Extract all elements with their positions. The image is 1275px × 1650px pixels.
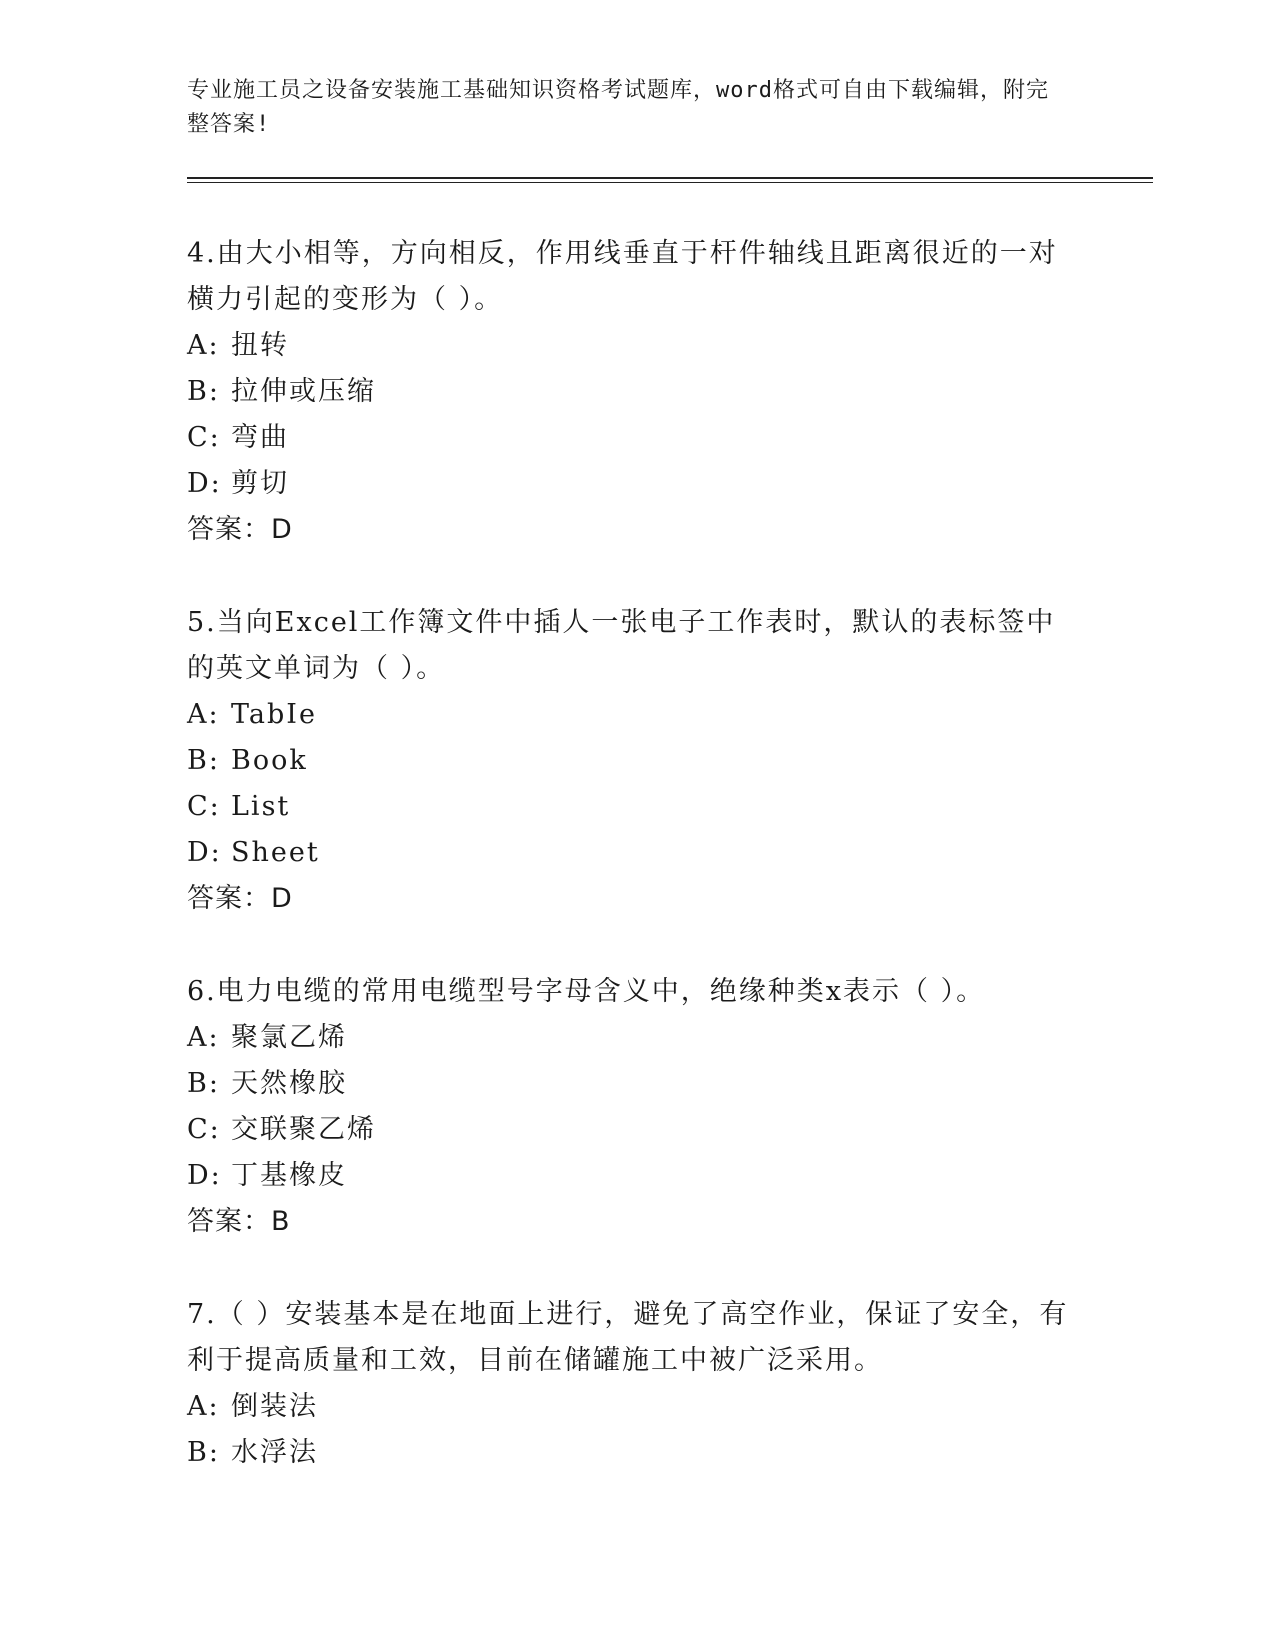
question-stem: 4.由大小相等，方向相反，作用线垂直于杆件轴线且距离很近的一对横力引起的变形为（ ）。 xyxy=(187,238,1058,315)
option-a xyxy=(187,1384,1077,1430)
option-a xyxy=(187,323,1077,369)
answer-line: 答案：D xyxy=(187,514,293,545)
option-text: 扭转 xyxy=(231,330,289,361)
option-text: 拉伸或压缩 xyxy=(231,376,376,407)
question-stem: 6.电力电缆的常用电缆型号字母含义中，绝缘种类x表示（ ）。 xyxy=(187,976,986,1007)
option-text: 聚氯乙烯 xyxy=(231,1022,347,1053)
option-text: Sheet xyxy=(231,837,320,868)
question-item xyxy=(187,600,1077,922)
option-text: 天然橡胶 xyxy=(231,1068,347,1099)
option-c xyxy=(187,415,1077,461)
question-list xyxy=(187,231,1077,1523)
document-header: 专业施工员之设备安装施工基础知识资格考试题库，word格式可自由下载编辑，附完整答案! xyxy=(187,78,1049,137)
answer-line: 答案：B xyxy=(187,1206,291,1237)
option-text: List xyxy=(231,791,291,822)
option-label: D: xyxy=(187,1160,222,1191)
option-label: B: xyxy=(187,745,220,776)
option-text: 倒装法 xyxy=(231,1391,318,1422)
question-item xyxy=(187,969,1077,1245)
question-item xyxy=(187,1292,1077,1476)
option-d xyxy=(187,461,1077,507)
question-stem: 7.（ ）安装基本是在地面上进行，避免了高空作业，保证了安全，有利于提高质量和工效，目前在储罐施工中被广泛采用。 xyxy=(187,1299,1069,1376)
option-text: 弯曲 xyxy=(231,422,289,453)
option-b xyxy=(187,369,1077,415)
option-text: TabIe xyxy=(231,699,317,730)
option-b xyxy=(187,1061,1077,1107)
question-item xyxy=(187,231,1077,553)
option-a xyxy=(187,692,1077,738)
option-label: A: xyxy=(187,1022,220,1053)
option-d xyxy=(187,830,1077,876)
option-a xyxy=(187,1015,1077,1061)
header-rule-thick xyxy=(187,177,1153,179)
header-rule-thin xyxy=(187,182,1153,183)
option-label: A: xyxy=(187,1391,220,1422)
option-text: 水浮法 xyxy=(231,1437,318,1468)
option-label: B: xyxy=(187,1437,220,1468)
option-text: 剪切 xyxy=(231,468,289,499)
option-label: B: xyxy=(187,376,220,407)
option-label: A: xyxy=(187,699,220,730)
option-b xyxy=(187,738,1077,784)
option-text: Book xyxy=(231,745,308,776)
option-text: 交联聚乙烯 xyxy=(231,1114,376,1145)
option-label: D: xyxy=(187,468,222,499)
option-c xyxy=(187,1107,1077,1153)
answer-line: 答案：D xyxy=(187,883,293,914)
option-label: C: xyxy=(187,1114,221,1145)
option-c xyxy=(187,784,1077,830)
option-label: A: xyxy=(187,330,220,361)
option-b xyxy=(187,1430,1077,1476)
option-text: 丁基橡皮 xyxy=(231,1160,347,1191)
option-label: D: xyxy=(187,837,222,868)
question-stem: 5.当向Excel工作簿文件中插人一张电子工作表时，默认的表标签中的英文单词为（ ）。 xyxy=(187,607,1056,684)
option-label: B: xyxy=(187,1068,220,1099)
option-label: C: xyxy=(187,422,221,453)
option-label: C: xyxy=(187,791,221,822)
option-d xyxy=(187,1153,1077,1199)
